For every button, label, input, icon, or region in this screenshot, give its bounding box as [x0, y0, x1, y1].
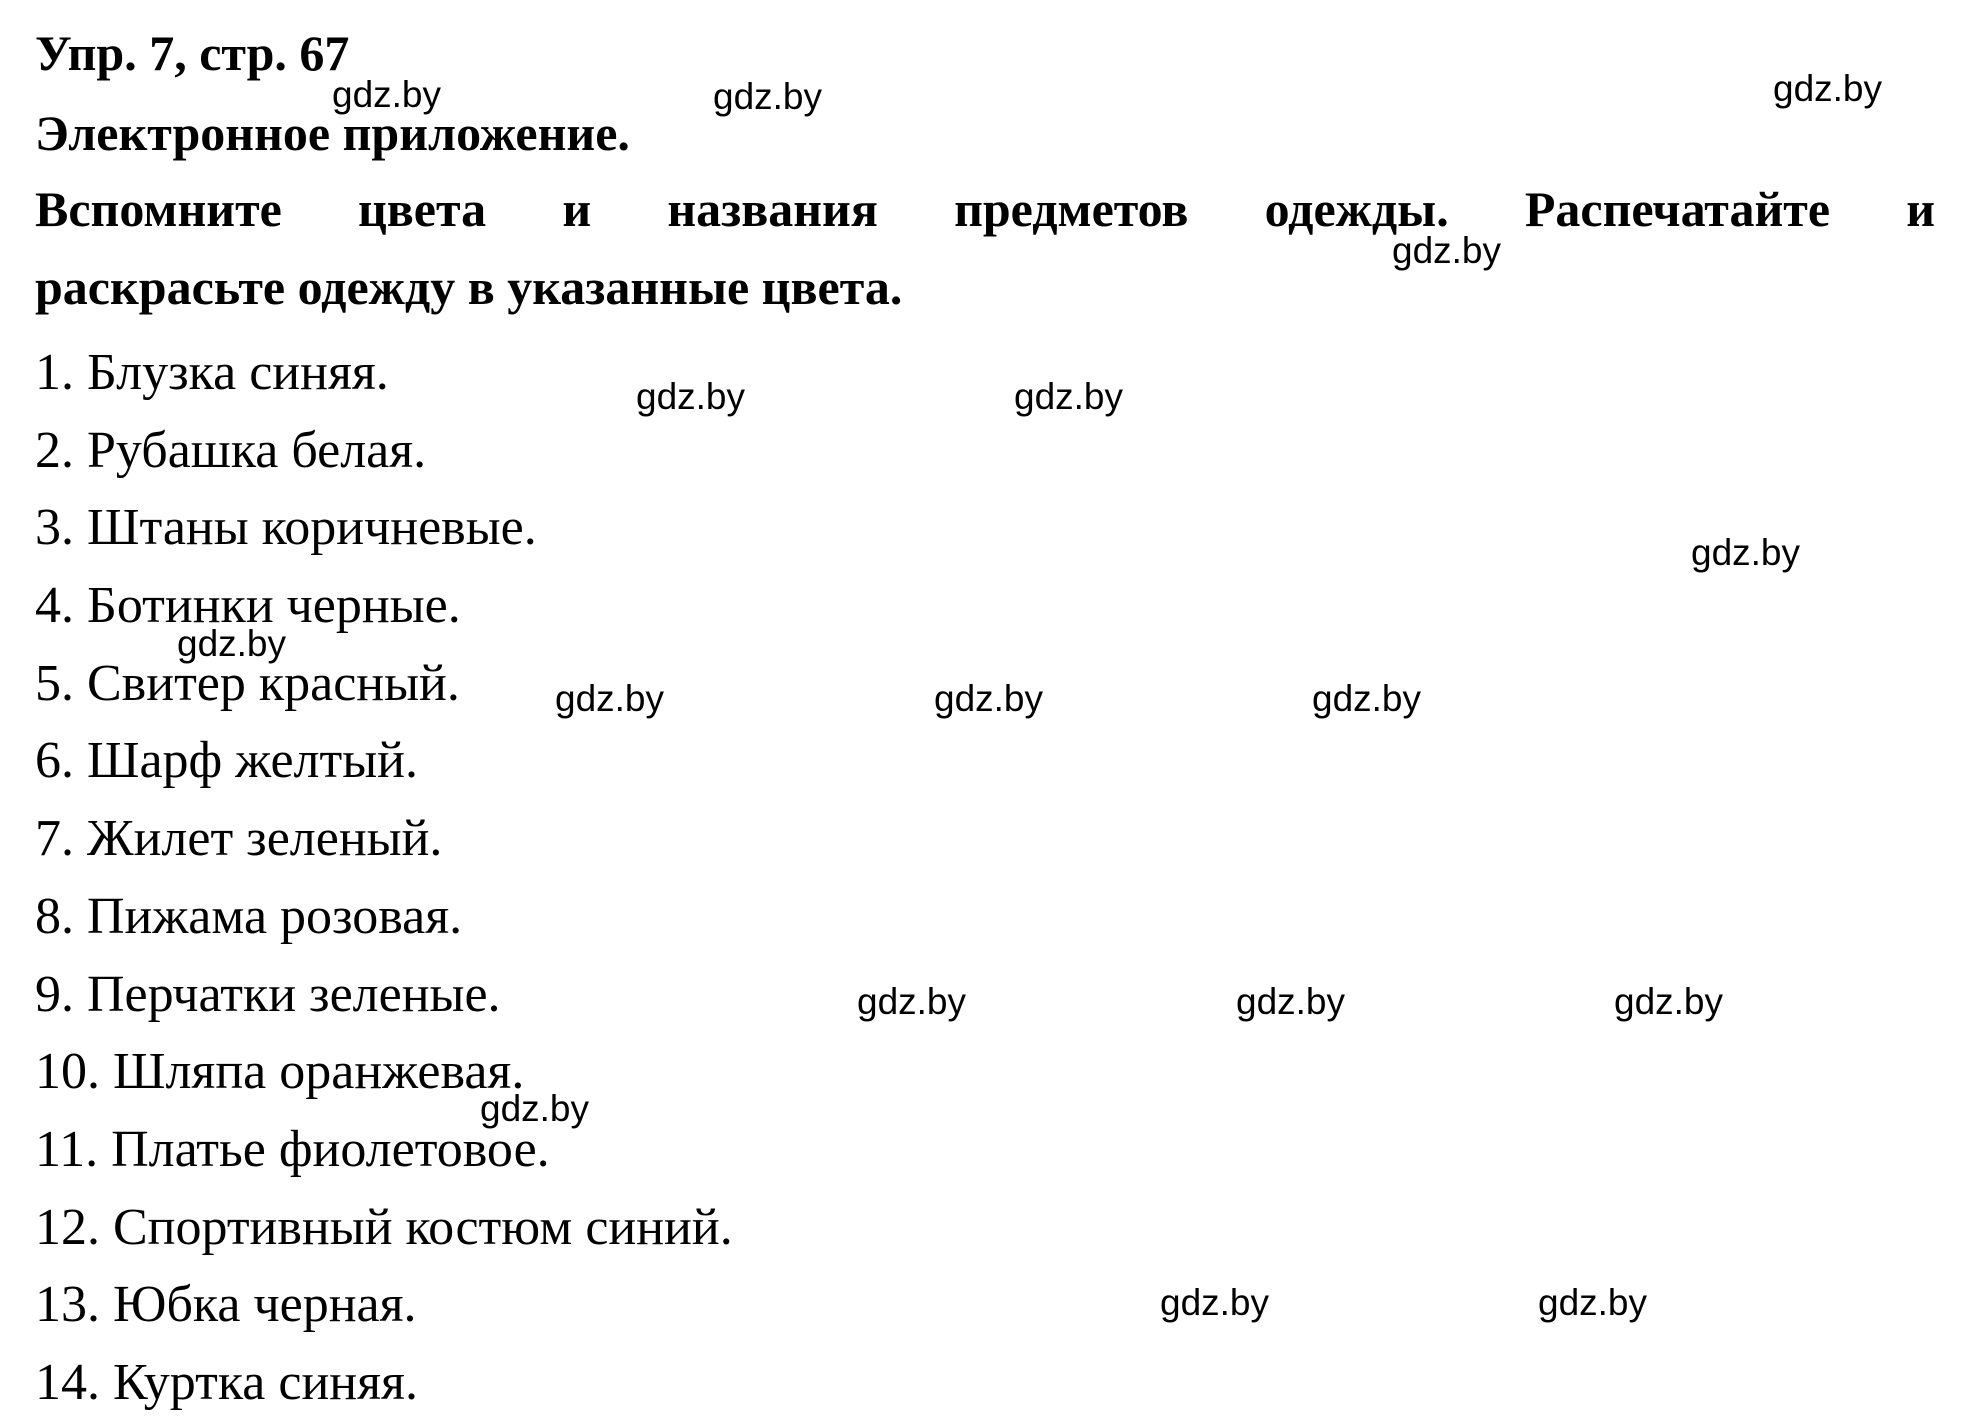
watermark: gdz.by	[1773, 68, 1883, 109]
watermark: gdz.by	[934, 678, 1044, 719]
watermark: gdz.by	[1691, 532, 1801, 573]
list-item: 3. Штаны коричневые.	[35, 499, 537, 557]
list-item: 7. Жилет зеленый.	[35, 810, 443, 868]
list-item: 8. Пижама розовая.	[35, 887, 463, 945]
watermark: gdz.by	[1392, 230, 1502, 271]
list-item: 4. Ботинки черные.	[35, 577, 461, 635]
task-line-2: раскрасьте одежду в указанные цвета.	[35, 259, 903, 315]
watermark: gdz.by	[1538, 1282, 1648, 1323]
exercise-title: Упр. 7, стр. 67	[35, 25, 350, 81]
watermark: gdz.by	[1312, 678, 1422, 719]
watermark: gdz.by	[1014, 376, 1124, 417]
list-item: 12. Спортивный костюм синий.	[35, 1198, 733, 1256]
watermark: gdz.by	[1160, 1282, 1270, 1323]
list-item: 1. Блузка синяя.	[35, 344, 389, 401]
watermark: gdz.by	[332, 74, 442, 115]
section-subtitle: Электронное приложение.	[35, 105, 630, 161]
list-item: 14. Куртка синяя.	[35, 1353, 418, 1411]
list-item: 2. Рубашка белая.	[35, 421, 427, 479]
list-item: 9. Перчатки зеленые.	[35, 965, 501, 1023]
list-item: 11. Платье фиолетовое.	[35, 1120, 550, 1178]
watermark: gdz.by	[177, 623, 287, 664]
watermark: gdz.by	[480, 1088, 590, 1129]
clothing-list	[35, 334, 733, 1422]
task-instructions	[35, 170, 1935, 326]
list-item: 13. Юбка черная.	[35, 1276, 417, 1334]
watermark: gdz.by	[1614, 981, 1724, 1022]
watermark: gdz.by	[555, 678, 665, 719]
watermark: gdz.by	[713, 76, 823, 117]
watermark: gdz.by	[636, 376, 746, 417]
list-item: 10. Шляпа оранжевая.	[35, 1043, 525, 1101]
list-item: 5. Свитер красный.	[35, 654, 460, 712]
list-item: 6. Шарф желтый.	[35, 732, 418, 790]
watermark: gdz.by	[1236, 981, 1346, 1022]
task-line-1: Вспомните цвета и названия предметов одежды. Распечатайте и	[35, 181, 1935, 237]
watermark: gdz.by	[857, 981, 967, 1022]
